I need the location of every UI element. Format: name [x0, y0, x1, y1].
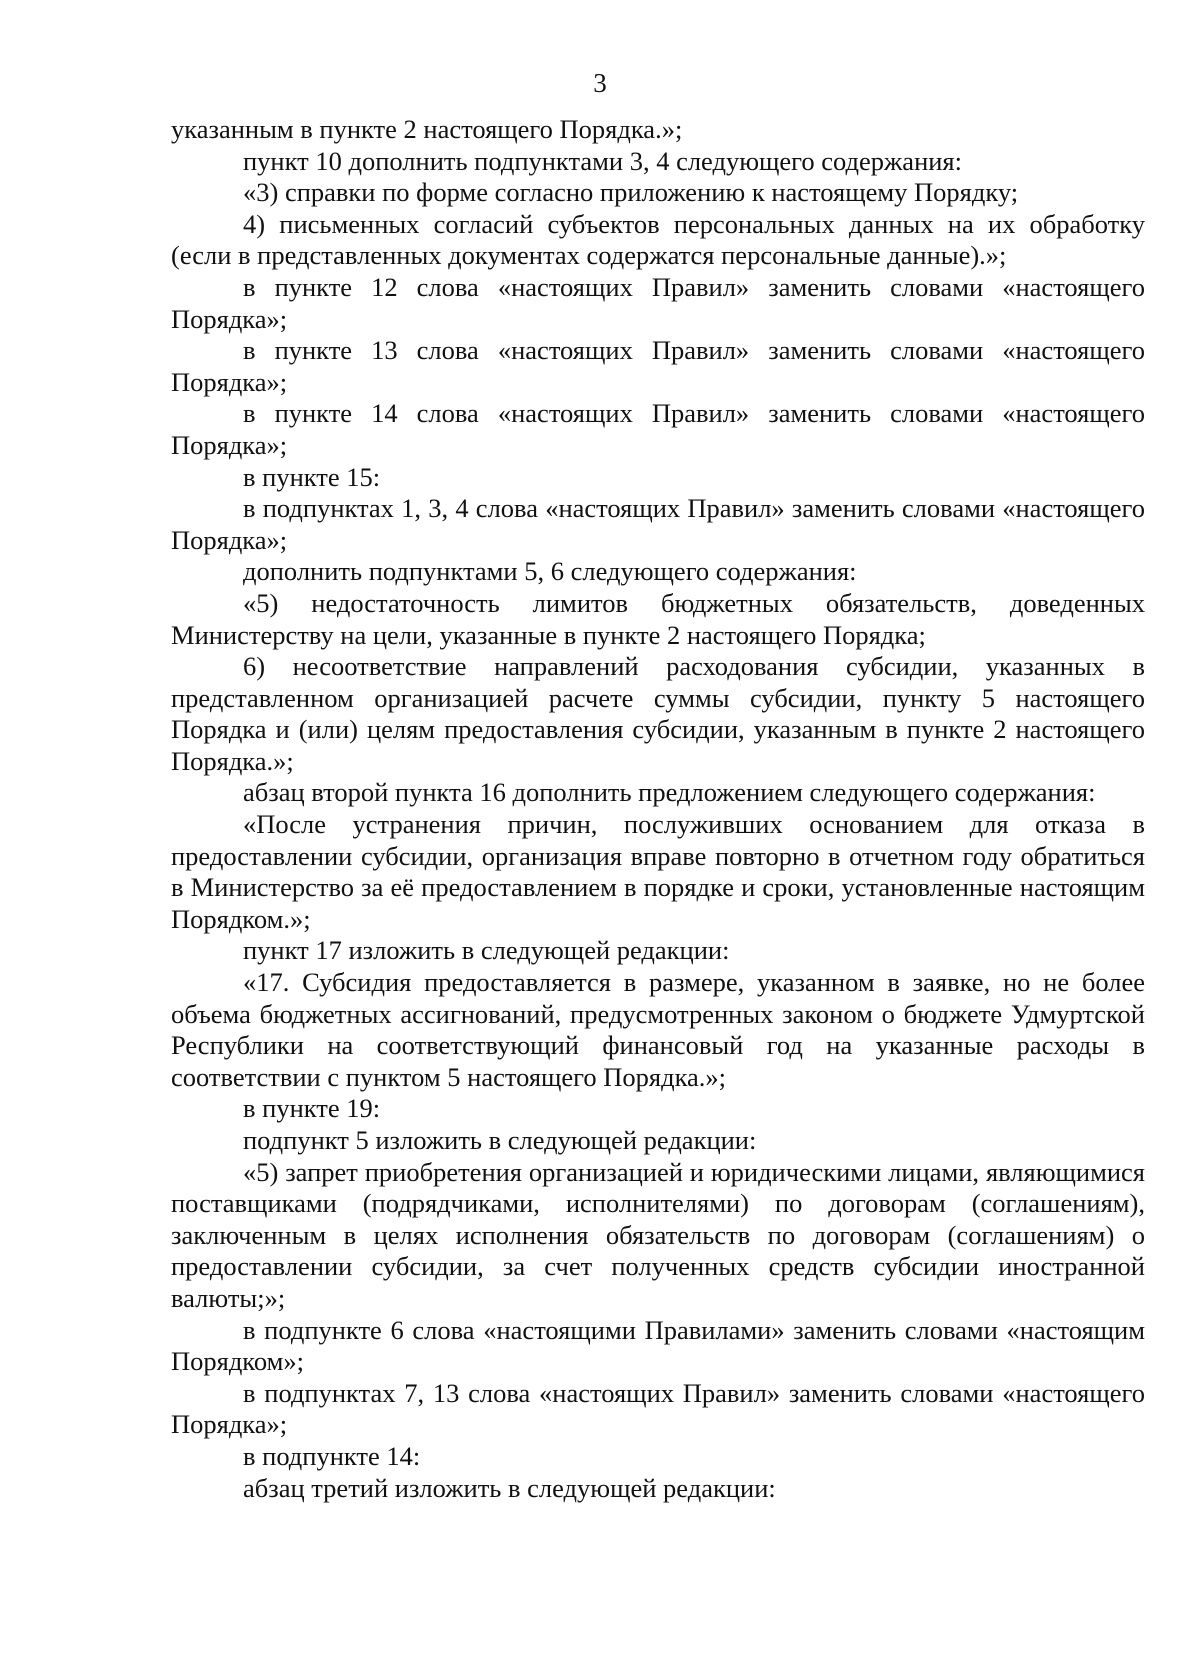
page-number: 3	[593, 68, 607, 98]
paragraph: 4) письменных согласий субъектов персональных данных на их обработку (если в представленных документах содержатся персональные данные).»;	[171, 208, 1145, 271]
paragraph: в подпункте 6 слова «настоящими Правилами» заменить словами «настоящим Порядком»;	[171, 1314, 1145, 1377]
paragraph: в пункте 15:	[243, 461, 381, 492]
paragraph: абзац второй пункта 16 дополнить предложением следующего содержания:	[243, 777, 1096, 808]
paragraph: «После устранения причин, послуживших основанием для отказа в предоставлении субсидии, организация вправе повторно в отчетном году обратиться в Министерство за её предоставлением в порядке и сроки, установленные настоящим Порядком.»;	[171, 809, 1145, 934]
paragraph: в подпунктах 7, 13 слова «настоящих Правил» заменить словами «настоящего Порядка»;	[171, 1377, 1145, 1440]
paragraph: в подпунктах 1, 3, 4 слова «настоящих Правил» заменить словами «настоящего Порядка»;	[171, 493, 1145, 555]
paragraph: в подпункте 14:	[243, 1440, 421, 1471]
paragraph: в пункте 13 слова «настоящих Правил» заменить словами «настоящего Порядка»;	[171, 335, 1145, 397]
paragraph: пункт 17 изложить в следующей редакции:	[243, 935, 730, 966]
paragraph: «5) запрет приобретения организацией и юридическими лицами, являющимися поставщиками (подрядчиками, исполнителями) по договорам (соглашениям), заключенным в целях исполнения обязательств по договорам (соглашениям) о предоставлении субсидии, за счет полученных средств субсидии иностранной валюты;»;	[171, 1156, 1145, 1313]
paragraph: в пункте 19:	[243, 1093, 381, 1124]
paragraph: «5) недостаточность лимитов бюджетных обязательств, доведенных Министерству на цели, указанные в пункте 2 настоящего Порядка;	[171, 587, 1145, 650]
paragraph: «3) справки по форме согласно приложению к настоящему Порядку;	[243, 177, 1019, 208]
paragraph: «17. Субсидия предоставляется в размере, указанном в заявке, но не более объема бюджетных ассигнований, предусмотренных законом о бюджете Удмуртской Республики на соответствующий финансовый год на указанные расходы в соответствии с пунктом 5 настоящего Порядка.»;	[171, 967, 1145, 1092]
paragraph: пункт 10 дополнить подпунктами 3, 4 следующего содержания:	[243, 145, 962, 176]
paragraph: 6) несоответствие направлений расходования субсидии, указанных в представленном организацией расчете суммы субсидии, пункту 5 настоящего Порядка и (или) целям предоставления субсидии, указанным в пункте 2 настоящего Порядка.»;	[171, 651, 1145, 776]
paragraph: абзац третий изложить в следующей редакции:	[243, 1472, 776, 1503]
paragraph: дополнить подпунктами 5, 6 следующего содержания:	[243, 556, 857, 587]
paragraph: подпункт 5 изложить в следующей редакции:	[243, 1125, 757, 1155]
paragraph: в пункте 12 слова «настоящих Правил» заменить словами «настоящего Порядка»;	[171, 271, 1145, 334]
paragraph: в пункте 14 слова «настоящих Правил» заменить словами «настоящего Порядка»;	[171, 398, 1145, 460]
paragraph: указанным в пункте 2 настоящего Порядка.»;	[171, 114, 683, 144]
document-body	[171, 114, 1145, 1504]
